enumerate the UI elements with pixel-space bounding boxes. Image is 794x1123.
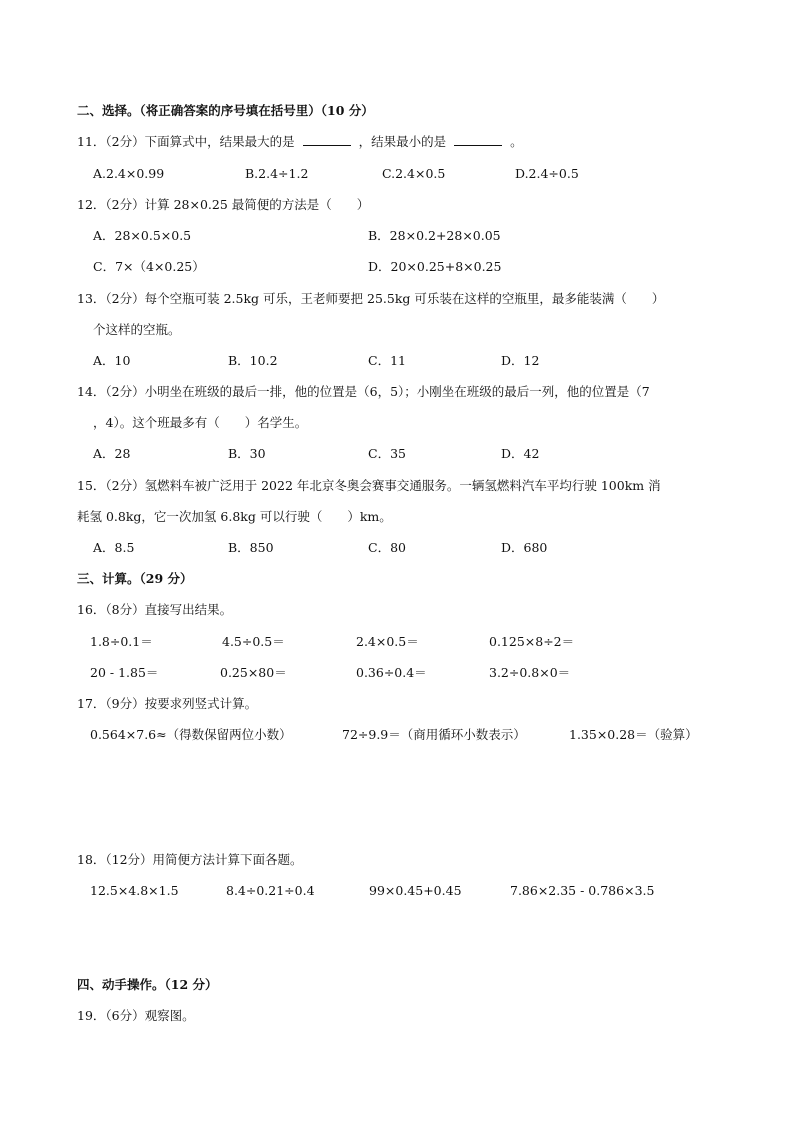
q11-option-a: A.2.4×0.99 — [93, 166, 165, 181]
q13-option-c: C．11 — [368, 353, 406, 368]
section-choice-header: 二、选择。（将正确答案的序号填在括号里）（10 分） — [77, 103, 374, 118]
q15-option-d: D．680 — [501, 540, 548, 555]
answer-blank-max[interactable] — [303, 133, 351, 146]
q16-item: 4.5÷0.5＝ — [222, 634, 285, 649]
question-11-text-a: 11．（2分）下面算式中，结果最大的是 — [77, 134, 295, 149]
q16-item: 3.2÷0.8×0＝ — [489, 665, 571, 680]
q11-option-d: D.2.4÷0.5 — [515, 166, 579, 181]
q12-option-a: A．28×0.5×0.5 — [93, 228, 192, 243]
q14-option-c: C．35 — [368, 446, 406, 461]
section-calc-header: 三、计算。（29 分） — [77, 571, 193, 586]
question-11-text-c: 。 — [510, 134, 523, 149]
section-hands-on-header: 四、动手操作。（12 分） — [77, 977, 218, 992]
q14-option-b: B．30 — [228, 446, 266, 461]
question-12: 12．（2分）计算 28×0.25 最简便的方法是（ ） — [77, 197, 370, 212]
q16-item: 0.25×80＝ — [220, 665, 287, 680]
q15-option-c: C．80 — [368, 540, 406, 555]
q14-option-a: A．28 — [93, 446, 131, 461]
question-11 — [77, 133, 523, 151]
question-19: 19．（6分）观察图。 — [77, 1008, 195, 1023]
question-17: 17．（9分）按要求列竖式计算。 — [77, 696, 258, 711]
q13-option-d: D．12 — [501, 353, 540, 368]
q12-option-d: D．20×0.25+8×0.25 — [368, 259, 502, 274]
q18-item: 12.5×4.8×1.5 — [90, 883, 179, 898]
q18-item: 8.4÷0.21÷0.4 — [226, 883, 315, 898]
question-16: 16．（8分）直接写出结果。 — [77, 602, 233, 617]
q14-option-d: D．42 — [501, 446, 540, 461]
q16-item: 20 - 1.85＝ — [90, 665, 159, 680]
q17-item: 72÷9.9＝（商用循环小数表示） — [342, 727, 526, 742]
question-14-line-1: 14．（2分）小明坐在班级的最后一排，他的位置是（6，5）；小刚坐在班级的最后一列，他的位置是（7 — [77, 384, 650, 399]
q12-option-b: B．28×0.2+28×0.05 — [368, 228, 501, 243]
q13-option-a: A．10 — [93, 353, 131, 368]
q18-item: 99×0.45+0.45 — [369, 883, 462, 898]
question-14-line-2: ，4）。这个班最多有（ ）名学生。 — [93, 415, 308, 430]
q16-item: 1.8÷0.1＝ — [90, 634, 153, 649]
question-13-line-1: 13．（2分）每个空瓶可装 2.5kg 可乐，王老师要把 25.5kg 可乐装在这样的空瓶里，最多能装满（ ） — [77, 291, 665, 306]
question-11-text-b: ，结果最小的是 — [358, 134, 447, 149]
q11-option-c: C.2.4×0.5 — [382, 166, 446, 181]
question-18: 18．（12分）用简便方法计算下面各题。 — [77, 852, 303, 867]
q16-item: 0.36÷0.4＝ — [356, 665, 427, 680]
q17-item: 0.564×7.6≈（得数保留两位小数） — [90, 727, 292, 742]
q13-option-b: B．10.2 — [228, 353, 278, 368]
answer-blank-min[interactable] — [454, 133, 502, 146]
q15-option-b: B．850 — [228, 540, 274, 555]
question-13-line-2: 个这样的空瓶。 — [93, 322, 181, 337]
q11-option-b: B.2.4÷1.2 — [245, 166, 309, 181]
q17-item: 1.35×0.28＝（验算） — [569, 727, 698, 742]
q18-item: 7.86×2.35 - 0.786×3.5 — [510, 883, 655, 898]
question-15-line-1: 15．（2分）氢燃料车被广泛用于 2022 年北京冬奥会赛事交通服务。一辆氢燃料汽车平均行驶 100km 消 — [77, 478, 661, 493]
question-15-line-2: 耗氢 0.8kg，它一次加氢 6.8kg 可以行驶（ ）km。 — [77, 509, 392, 524]
q16-item: 0.125×8÷2＝ — [489, 634, 575, 649]
q12-option-c: C．7×（4×0.25） — [93, 259, 205, 274]
q15-option-a: A．8.5 — [93, 540, 135, 555]
q16-item: 2.4×0.5＝ — [356, 634, 419, 649]
